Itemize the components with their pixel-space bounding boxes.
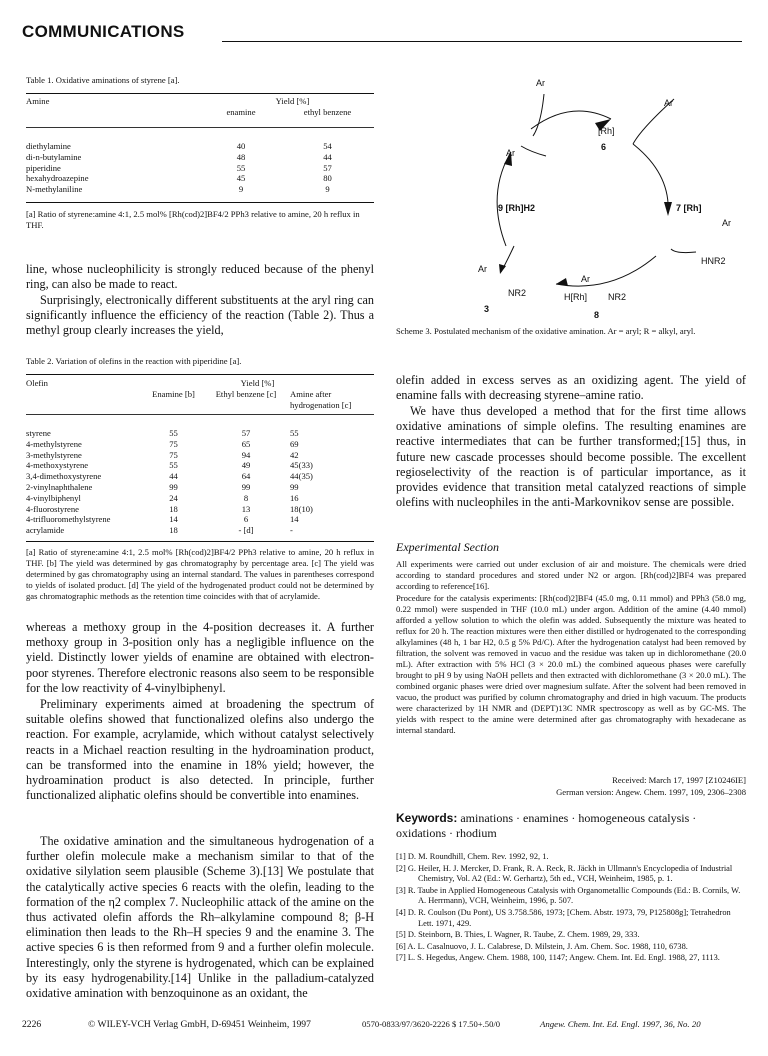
received-date: Received: March 17, 1997 [Z10246IE] <box>612 775 746 785</box>
reference-item: [3] R. Taube in Applied Homogeneous Catalysis with Organometallic Compounds (Ed.: B. Cornils, W. A. Herrmann), VCH, Weinheim, 1996, p. 507. <box>396 885 741 906</box>
table2-cell-olefin: styrene <box>26 428 51 438</box>
reference-item: [6] A. L. Casalnuovo, J. L. Calabrese, D. Milstein, J. Am. Chem. Soc. 1988, 110, 6738. <box>396 941 688 951</box>
header-rule <box>222 41 742 42</box>
table1-header-ethylbenzene: ethyl benzene <box>303 106 352 117</box>
table2-cell-amine: 99 <box>290 481 299 492</box>
table2-cell-enamine: 24 <box>169 492 178 503</box>
table1-mid-rule <box>26 127 374 128</box>
references-list <box>396 852 746 965</box>
table2-cell-enamine: 55 <box>169 428 178 438</box>
scheme-label-nr2-bl: NR2 <box>508 288 527 298</box>
table2-cell-enamine: 14 <box>169 514 178 525</box>
table2-cell-amine: - <box>290 525 293 536</box>
table1-caption: Table 1. Oxidative aminations of styrene [a]. <box>26 75 180 85</box>
scheme-label-3: 3 <box>484 304 490 314</box>
table2-cell-ethyl: 13 <box>241 503 251 514</box>
cycle-arc-bottom <box>556 256 656 286</box>
scheme-label-ar-top: Ar <box>536 78 545 88</box>
page-number: 2226 <box>22 1019 42 1030</box>
table1-cell-enamine: 48 <box>236 151 246 162</box>
scheme-label-7: 7 [Rh] <box>676 203 702 213</box>
table1-cell-ethyl: 54 <box>323 141 332 151</box>
table2-row <box>26 471 374 482</box>
table2-cell-enamine: 75 <box>169 438 178 449</box>
table2-row <box>26 428 374 439</box>
table2-cell-enamine: 99 <box>169 481 178 492</box>
table2-cell-ethyl: 65 <box>241 438 251 449</box>
table1-cell-enamine: 55 <box>236 162 246 173</box>
table2-header-enamine: Enamine [b] <box>152 388 195 399</box>
table1-cell-enamine: 45 <box>236 173 246 184</box>
table2-header-olefin: Olefin <box>26 378 48 388</box>
table2-cell-enamine: 18 <box>169 503 178 514</box>
table2-header <box>26 378 374 410</box>
table2-cell-ethyl: 6 <box>243 514 249 525</box>
table1-cell-amine: piperidine <box>26 162 61 173</box>
table1-cell-ethyl: 9 <box>325 184 330 195</box>
scheme-label-ar-right: Ar <box>722 218 731 228</box>
table2-cell-olefin: 3-methylstyrene <box>26 449 82 460</box>
table2-mid-rule <box>26 414 374 415</box>
table2-row <box>26 514 374 525</box>
table2-row <box>26 450 374 461</box>
table2-header-amine-after: Amine after hydrogenation [c] <box>290 388 352 410</box>
table2-header-yield: Yield [%] <box>240 378 275 388</box>
keywords-label: Keywords: <box>396 811 458 825</box>
issn-line: 0570-0833/97/3620-2226 $ 17.50+.50/0 <box>362 1019 501 1029</box>
table1-cell-amine: di-n-butylamine <box>26 151 82 162</box>
body-paragraph: line, whose nucleophilicity is strongly reduced because of the phenyl ring, can also be made to react. <box>26 262 374 292</box>
table1-cell-amine: hexahydroazepine <box>26 173 89 184</box>
table1-body <box>26 141 374 195</box>
cycle-arc-left <box>497 152 511 246</box>
reference-item: [5] D. Steinborn, B. Thies, I. Wagner, R. Taube, Z. Chem. 1989, 29, 333. <box>396 930 640 940</box>
table1-header-enamine: enamine <box>226 106 256 117</box>
table2-row <box>26 493 374 504</box>
publisher-line: © WILEY-VCH Verlag GmbH, D-69451 Weinheim, 1997 <box>88 1019 311 1030</box>
table1-cell-amine: diethylamine <box>26 141 71 151</box>
table2-cell-enamine: 55 <box>169 460 178 471</box>
table1-row <box>26 163 374 174</box>
table1-cell-ethyl: 80 <box>323 173 332 184</box>
german-version: German version: Angew. Chem. 1997, 109, 2306–2308 <box>556 787 746 797</box>
experimental-paragraph: Procedure for the catalysis experiments: [Rh(cod)2]BF4 (45.0 mg, 0.11 mmol) and PPh3 (58.0 mg, 0.22 mmol) were suspended in THF (10.0 mL) under argon. Addition of the amine (4.40 mmol) afforded a yellow solution to which the olefin was added. Subsequently the mixture was heated to reflux for 20 h. The reaction mixtures were then either distilled or hydrogenated to the corresponding alkylamines (48 h, 1 bar H2, 0.5 g 5% Pd/C). After the hydrogenation catalyst had been removed by filtration, the solvent was removed in vacuo and the residue was taken up in dichloromethane (20.0 mL). After extraction with 5% HCl (3 × 20.0 mL) the combined aqueous phases were carefully brought to pH 9 by using NaOH pellets and then extracted with dichloromethane (3 × 20.0 mL). The combined organic phases were dried over magnesium sulfate. After the solvent had been removed in vacuo, the product was purified by column chromatography and dried in high vacuum. The products were characterized by 1H NMR and (DEPT)13C NMR spectroscopy as well as by GC-MS. The yields with respect to the amine were determined after gas chromatography with hexadecane as internal standard. <box>396 593 746 735</box>
table2-cell-ethyl: 94 <box>241 449 251 460</box>
table2-cell-enamine: 75 <box>169 449 178 460</box>
journal-line: Angew. Chem. Int. Ed. Engl. 1997, 36, No. 20 <box>540 1019 701 1029</box>
table1-row <box>26 141 374 152</box>
body-paragraph: Preliminary experiments aimed at broadening the spectrum of suitable olefins showed that functionalized olefins also undergo the reaction. For example, acrylamide, which without catalyst selectively reacts in a Michael reaction resulting in the hydroamination product, can be transformed into the enamine in 18% yield; however, the hydroamination product is also detected. In principle, further functionalized aliphatic olefins should be convertible into enamines. <box>26 697 374 803</box>
table2-row <box>26 439 374 450</box>
table2-cell-ethyl: 99 <box>241 481 251 492</box>
table1-row <box>26 152 374 163</box>
table2-cell-amine: 42 <box>290 449 299 460</box>
table2-cell-ethyl: 57 <box>241 428 251 438</box>
table2-row <box>26 504 374 515</box>
table2-top-rule <box>26 374 374 375</box>
table2-row <box>26 482 374 493</box>
table2-cell-olefin: acrylamide <box>26 525 65 536</box>
table1-cell-enamine: 40 <box>236 141 246 151</box>
reference-item: [2] G. Heiler, H. J. Mercker, D. Frank, R. A. Reck, R. Jäckh in Ullmann's Encyclopedia of Industrial Chemistry, Vol. A2 (Ed.: W. Gerhartz), 5th ed., VCH, Weinheim, 1985, p. 1. <box>396 863 733 884</box>
table2-cell-amine: 69 <box>290 438 299 449</box>
table2-cell-enamine: 44 <box>169 471 178 482</box>
scheme-label-ar-b: Ar <box>581 274 590 284</box>
scheme-3-diagram <box>396 74 746 324</box>
branch-top <box>533 94 544 136</box>
table1-header-yield: Yield [%] <box>275 96 310 106</box>
scheme-label-ar-bl: Ar <box>478 264 487 274</box>
table2-footnote: [a] Ratio of styrene:amine 4:1, 2.5 mol% [Rh(cod)2]BF4/2 PPh3 relative to amine, 20 h reflux in THF. [b] The yield was determined by gas chromatography by percentage area. [c] The yield was determined by gas chromatography using an internal standard. The values in parentheses correspond to yields of isolated product. [d] The yield of the hydrogenated product could not be determined by gas chromatographic methods as the retention time coincides with that of acrylamide. <box>26 547 374 601</box>
body-paragraph: olefin added in excess serves as an oxidizing agent. The yield of enamine falls with decreasing styrene–amine ratio. <box>396 373 746 403</box>
scheme-caption: Scheme 3. Postulated mechanism of the oxidative amination. Ar = aryl; R = alkyl, aryl. <box>396 326 696 336</box>
table2-cell-ethyl: 64 <box>241 471 251 482</box>
table2-cell-olefin: 4-methoxystyrene <box>26 460 89 471</box>
scheme-label-nr2-b: NR2 <box>608 292 627 302</box>
body-paragraph: The oxidative amination and the simultaneous hydrogenation of a further olefin molecule make a mechanism similar to that of the oxidative silylation seem plausible (Scheme 3).[13] We postulate that the catalytically active species 6 reacts with the olefin, leading to the formation of the η2 complex 7. Nucleophilic attack of the amine on the thus activated olefin affords the Rh–alkylamine compound 8; β-H elimination then leads to the Rh–H species 9 and the enamine 3. The active species 6 is then reformed from 9 and a further olefin molecule. Interestingly, only the styrene is hydrogenated, which can be explained by its easy hydrogenability.[14] Unlike in the palladium-catalyzed oxidative amination with benzoquinone as an oxidant, the <box>26 834 374 1001</box>
table2-caption: Table 2. Variation of olefins in the reaction with piperidine [a]. <box>26 356 242 366</box>
table2-cell-ethyl: - [d] <box>238 525 254 536</box>
reference-item: [7] L. S. Hegedus, Angew. Chem. 1988, 100, 1147; Angew. Chem. Int. Ed. Engl. 1988, 27, 1113. <box>396 953 720 963</box>
reference-item: [4] D. R. Coulson (Du Pont), US 3.758.586, 1973; [Chem. Abstr. 1973, 79, P125808g]; Tetrahedron Lett. 1971, 429. <box>396 907 731 928</box>
table2-header-ethyl: Ethyl benzene [c] <box>215 388 277 399</box>
table2-cell-olefin: 3,4-dimethoxystyrene <box>26 471 102 482</box>
table2-bottom-rule <box>26 541 374 542</box>
reference-item: [1] D. M. Roundhill, Chem. Rev. 1992, 92, 1. <box>396 852 549 861</box>
table2-cell-amine: 55 <box>290 428 299 438</box>
table1-row <box>26 173 374 184</box>
table2-cell-olefin: 4-trifluoromethylstyrene <box>26 514 111 525</box>
scheme-label-ar-topright: Ar <box>664 98 673 108</box>
scheme-label-hrh: H[Rh] <box>564 292 588 302</box>
body-paragraph: Surprisingly, electronically different substituents at the aryl ring can significantly influence the efficiency of the reaction (Table 2). Thus a methyl group clearly increases the yield, <box>26 293 374 338</box>
scheme-label-rhh2: 9 [Rh]H2 <box>498 203 536 213</box>
scheme-label-rh: [Rh] <box>598 126 615 136</box>
scheme-label-ar-left: Ar <box>506 148 515 158</box>
body-paragraph: We have thus developed a method that for the first time allows oxidative aminations of simple olefins. The resulting enamines are reactive intermediates that can be further transformed;[15] thus, in future new cascade processes should become possible. The excellent regioselectivity of the reaction is of particular importance, as it provides evidence that transition metal catalyzed reactions of simple olefins with nucleophiles in the anti-Markovnikov sense are possible. <box>396 404 746 510</box>
table2-body <box>26 428 374 536</box>
table2-cell-olefin: 2-vinylnaphthalene <box>26 481 93 492</box>
table2-cell-amine: 14 <box>290 514 299 525</box>
table2-cell-amine: 45(33) <box>290 460 313 471</box>
table1-cell-ethyl: 57 <box>323 162 332 173</box>
table1-cell-ethyl: 44 <box>323 151 332 162</box>
table2-cell-ethyl: 49 <box>241 460 251 471</box>
table2-cell-olefin: 4-fluorostyrene <box>26 503 79 514</box>
table1-footnote: [a] Ratio of styrene:amine 4:1, 2.5 mol% [Rh(cod)2]BF4/2 PPh3 relative to amine, 20 h reflux in THF. <box>26 209 360 230</box>
table1-cell-enamine: 9 <box>238 184 244 195</box>
table2-cell-olefin: 4-methylstyrene <box>26 438 82 449</box>
table1 <box>26 96 374 118</box>
branch-right <box>671 249 696 253</box>
table2-row <box>26 525 374 536</box>
table2-cell-olefin: 4-vinylbiphenyl <box>26 492 81 503</box>
keywords-text: aminations · enamines · homogeneous catalysis · oxidations · rhodium <box>396 811 697 840</box>
experimental-paragraph: All experiments were carried out under exclusion of air and moisture. The chemicals were dried according to standard procedures and stored under N2 or argon. [Rh(cod)2]BF4 was prepared according to reference[16]. <box>396 559 746 591</box>
keywords <box>396 811 746 841</box>
table1-row <box>26 184 374 195</box>
table2-cell-amine: 16 <box>290 492 299 503</box>
table1-top-rule <box>26 93 374 94</box>
table2-row <box>26 460 374 471</box>
table2-cell-amine: 44(35) <box>290 471 313 482</box>
scheme-label-8: 8 <box>594 310 600 320</box>
branch-left <box>521 146 546 156</box>
table1-cell-amine: N-methylaniline <box>26 184 83 195</box>
table1-bottom-rule <box>26 202 374 203</box>
body-paragraph: whereas a methoxy group in the 4-position decreases it. A further methoxy group in 3-position only has a negligible influence on the yield. Distinctly lower yields of enamine are obtained with electron-poor styrenes. Therefore electronic reasons also seem to be responsible for the low reactivity of 4-vinylbiphenyl. <box>26 620 374 695</box>
table2-cell-ethyl: 8 <box>243 492 249 503</box>
table2-cell-amine: 18(10) <box>290 503 313 514</box>
scheme-label-hnr2: HNR2 <box>701 256 726 266</box>
table2-cell-enamine: 18 <box>169 525 178 536</box>
section-header: COMMUNICATIONS <box>22 22 185 41</box>
cycle-arc-right <box>633 144 668 214</box>
experimental-section-title: Experimental Section <box>396 540 499 554</box>
scheme-label-6: 6 <box>601 142 607 152</box>
table1-header-amine: Amine <box>26 96 50 106</box>
